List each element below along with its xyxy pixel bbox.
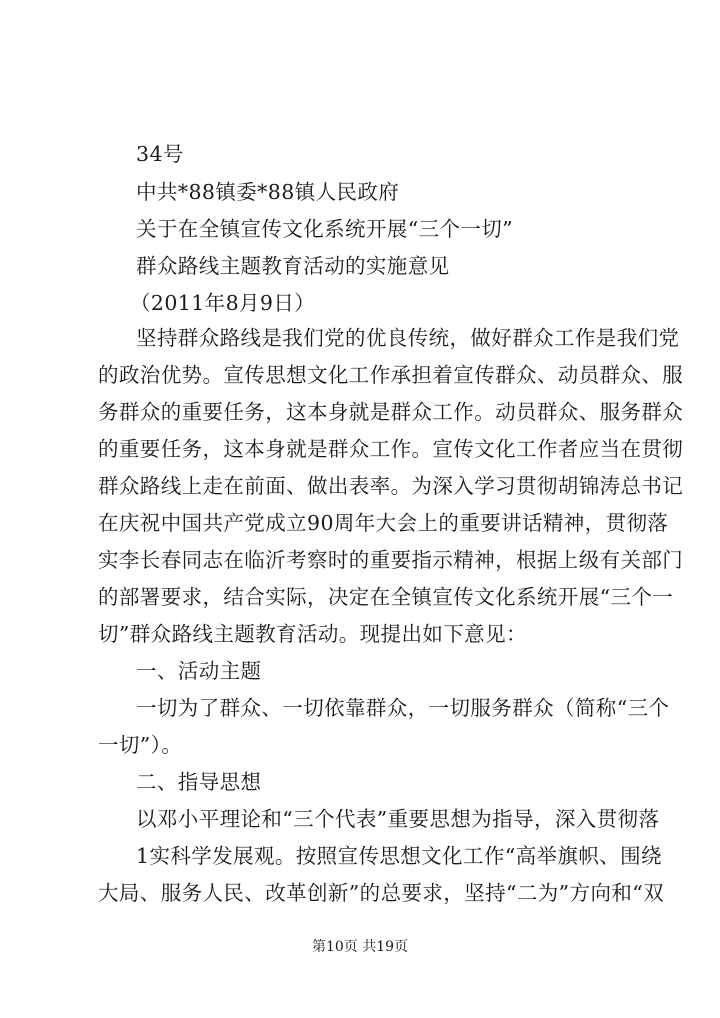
body-paragraph-line: 切”群众路线主题教育活动。现提出如下意见： bbox=[98, 622, 527, 646]
document-number: 34号 bbox=[136, 142, 184, 166]
title-line-1: 关于在全镇宣传文化系统开展“三个一切” bbox=[136, 217, 514, 241]
document-date: （2011年8月9日） bbox=[130, 291, 316, 315]
body-paragraph-line: 的政治优势。宣传思想文化工作承担着宣传群众、动员群众、服 bbox=[98, 363, 684, 387]
section-text-line: 1实科学发展观。按照宣传思想文化工作“高举旗帜、围绕 bbox=[136, 844, 662, 868]
issuer-line: 中共*88镇委*88镇人民政府 bbox=[136, 180, 400, 204]
body-paragraph-line: 的部署要求，结合实际，决定在全镇宣传文化系统开展“三个一 bbox=[98, 585, 674, 609]
section-text-line: 一切为了群众、一切依靠群众，一切服务群众（简称“三个 bbox=[136, 696, 670, 720]
body-paragraph-line: 在庆祝中国共产党成立90周年大会上的重要讲话精神，贯彻落 bbox=[98, 511, 669, 535]
body-paragraph-line: 实李长春同志在临沂考察时的重要指示精神，根据上级有关部门 bbox=[98, 548, 684, 572]
body-paragraph-line: 群众路线上走在前面、做出表率。为深入学习贯彻胡锦涛总书记 bbox=[98, 474, 684, 498]
body-paragraph-line: 务群众的重要任务，这本身就是群众工作。动员群众、服务群众 bbox=[98, 400, 684, 424]
body-paragraph-line: 坚持群众路线是我们党的优良传统，做好群众工作是我们党 bbox=[136, 326, 680, 350]
section-text-line: 一切”）。 bbox=[98, 733, 183, 757]
body-paragraph-line: 的重要任务，这本身就是群众工作。宣传文化工作者应当在贯彻 bbox=[98, 437, 684, 461]
title-line-2: 群众路线主题教育活动的实施意见 bbox=[136, 254, 450, 278]
section-text-line: 以邓小平理论和“三个代表”重要思想为指导，深入贯彻落 bbox=[136, 807, 660, 831]
page-footer: 第10页 共19页 bbox=[311, 939, 409, 955]
section-heading-theme: 一、活动主题 bbox=[136, 659, 262, 683]
section-heading-guiding-thought: 二、指导思想 bbox=[136, 770, 262, 794]
section-text-line: 大局、服务人民、改革创新”的总要求，坚持“二为”方向和“双 bbox=[98, 881, 665, 905]
